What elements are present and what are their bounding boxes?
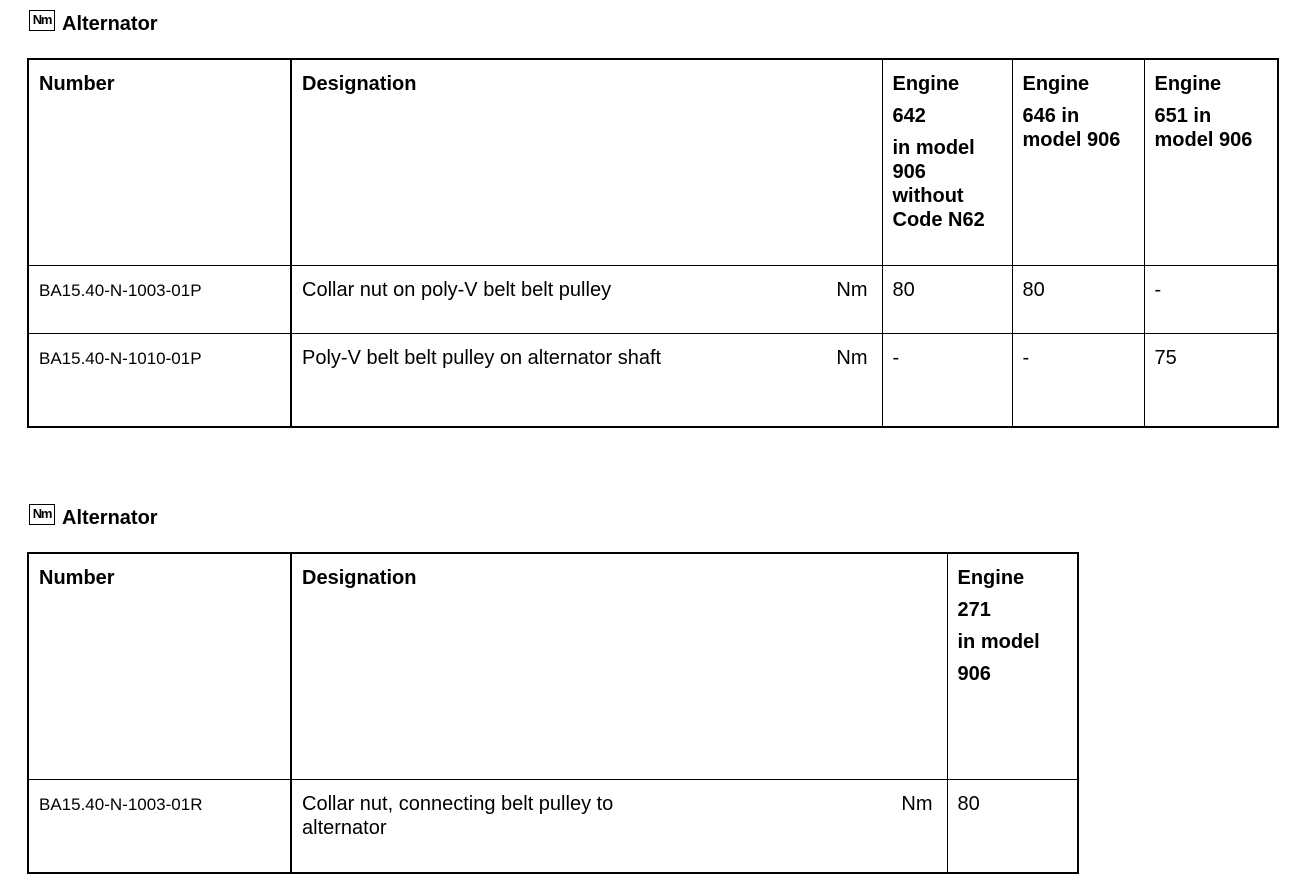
row-number: BA15.40-N-1003-01P xyxy=(39,280,202,300)
row-number-cell xyxy=(28,265,291,333)
torque-nm-icon: Nm xyxy=(29,10,55,31)
section-1-title xyxy=(29,13,158,35)
row-value-cell xyxy=(947,779,1078,873)
row-value-cell xyxy=(1144,333,1278,427)
header-engine-642-cell xyxy=(882,59,1012,265)
header-engine-271: Engine 271 in model 906 xyxy=(957,567,1040,685)
row-value: - xyxy=(1154,278,1162,301)
row-value: 80 xyxy=(957,792,980,815)
header-number: Number xyxy=(39,73,115,95)
row-designation: Poly-V belt belt pulley on alternator shaft xyxy=(302,346,662,369)
table-row xyxy=(28,265,1278,333)
torque-nm-icon: Nm xyxy=(29,504,55,525)
header-engine-271-cell xyxy=(947,553,1078,779)
header-engine-646-cell xyxy=(1012,59,1144,265)
row-designation: Collar nut on poly-V belt belt pulley xyxy=(302,278,612,301)
row-value: - xyxy=(892,346,900,369)
header-designation: Designation xyxy=(302,73,417,95)
row-designation-cell xyxy=(291,779,947,873)
row-value-cell xyxy=(882,333,1012,427)
header-engine-646: Engine 646 in model 906 xyxy=(1022,73,1121,151)
row-value: 75 xyxy=(1154,346,1177,369)
header-number-cell xyxy=(28,553,291,779)
row-value-cell xyxy=(1012,265,1144,333)
row-unit: Nm xyxy=(836,278,868,301)
row-designation: Collar nut, connecting belt pulley to alternator xyxy=(302,792,614,839)
row-designation-cell xyxy=(291,265,882,333)
row-number: BA15.40-N-1010-01P xyxy=(39,348,202,368)
header-designation: Designation xyxy=(302,567,417,589)
header-number-cell xyxy=(28,59,291,265)
section-title-text: Alternator xyxy=(62,507,158,529)
row-value-cell xyxy=(1012,333,1144,427)
header-engine-651-cell xyxy=(1144,59,1278,265)
row-unit: Nm xyxy=(901,792,933,815)
row-number-cell xyxy=(28,333,291,427)
row-value-cell xyxy=(882,265,1012,333)
table-row xyxy=(28,779,1078,873)
section-title-text: Alternator xyxy=(62,13,158,35)
torque-table-2 xyxy=(27,552,1079,874)
row-unit: Nm xyxy=(836,346,868,369)
row-value: - xyxy=(1022,346,1030,369)
row-value-cell xyxy=(1144,265,1278,333)
row-value: 80 xyxy=(892,278,915,301)
torque-table-1 xyxy=(27,58,1279,428)
header-engine-651: Engine 651 in model 906 xyxy=(1154,73,1253,151)
table-header-row xyxy=(28,59,1278,265)
table-row xyxy=(28,333,1278,427)
header-designation-cell xyxy=(291,553,947,779)
section-2-title xyxy=(29,507,158,529)
row-designation-cell xyxy=(291,333,882,427)
header-designation-cell xyxy=(291,59,882,265)
row-value: 80 xyxy=(1022,278,1045,301)
header-engine-642: Engine 642 in model 906 without Code N62 xyxy=(892,73,985,231)
table-header-row xyxy=(28,553,1078,779)
row-number-cell xyxy=(28,779,291,873)
row-number: BA15.40-N-1003-01R xyxy=(39,794,203,814)
header-number: Number xyxy=(39,567,115,589)
